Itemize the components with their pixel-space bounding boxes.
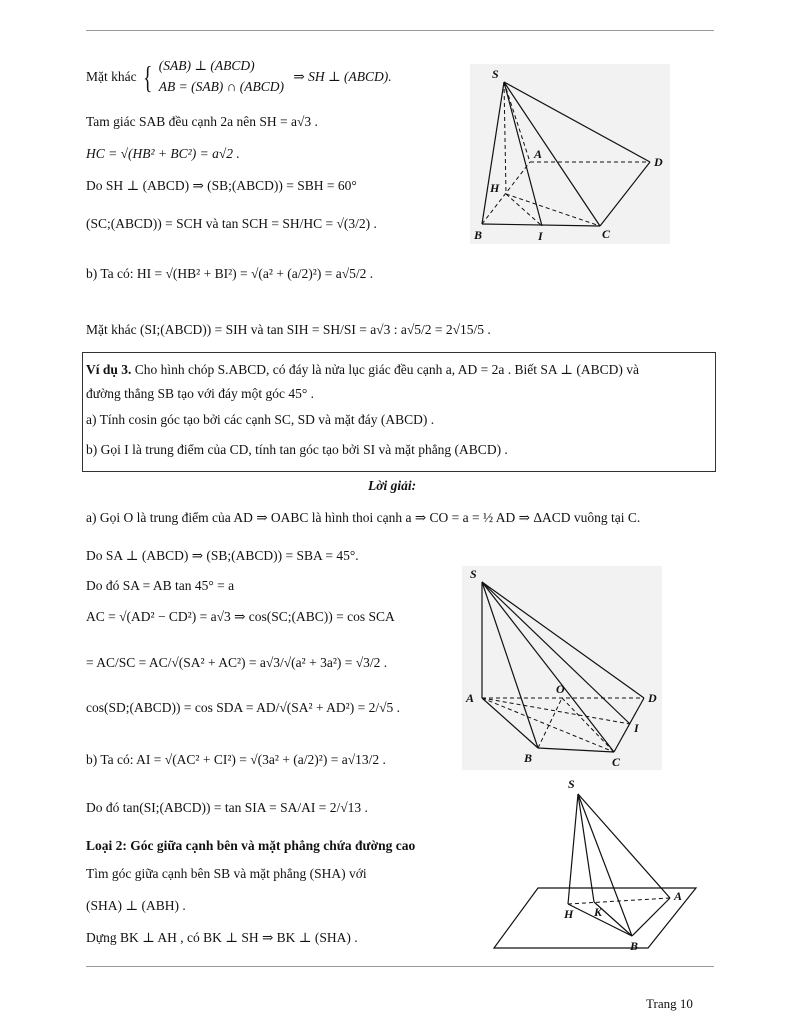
page-number: Trang 10 <box>646 996 693 1011</box>
example-line-1 <box>86 362 639 378</box>
solution-line-4: AC = √(AD² − CD²) = a√3 ⇒ cos(SC;(ABC)) = cos SCA <box>86 609 395 624</box>
solution-line-6: cos(SD;(ABCD)) = cos SDA = AD/√(SA² + AD²) = 2/√5 . <box>86 700 401 715</box>
label-S: S <box>568 777 575 791</box>
label-D: D <box>654 155 663 169</box>
line-6: b) Ta có: HI = √(HB² + BI²) = √(a² + (a/2)²) = a√5/2 . <box>86 266 374 281</box>
line-2: Tam giác SAB đều cạnh 2a nên SH = a√3 . <box>86 114 318 129</box>
line-prefix: Mặt khác <box>86 68 137 84</box>
bottom-rule <box>86 966 714 967</box>
system-rows <box>159 56 284 98</box>
top-rule <box>86 30 714 31</box>
system-row-1: (SAB) ⊥ (ABCD) <box>158 58 255 73</box>
line-5: (SC;(ABCD)) = SCH và tan SCH = SH/HC = √(3/2) . <box>86 216 377 231</box>
solution-line-8: Do đó tan(SI;(ABCD)) = tan SIA = SA/AI = 2/√13 . <box>86 800 368 815</box>
section-line-1: Tìm góc giữa cạnh bên SB và mặt phẳng (SHA) với <box>86 866 367 881</box>
label-S: S <box>492 67 499 81</box>
label-H: H <box>564 907 574 921</box>
line-3: HC = √(HB² + BC²) = a√2 . <box>86 146 240 161</box>
label-D: D <box>648 691 657 705</box>
example-question-a: a) Tính cosin góc tạo bởi các cạnh SC, SD và mặt đáy (ABCD) . <box>86 412 435 427</box>
label-O: O <box>556 682 565 696</box>
section-heading: Loại 2: Góc giữa cạnh bên và mặt phẳng chứa đường cao <box>86 838 416 853</box>
label-I: I <box>538 229 543 243</box>
example-question-b: b) Gọi I là trung điểm của CD, tính tan góc tạo bởi SI và mặt phẳng (ABCD) . <box>86 442 508 457</box>
label-H: H <box>490 181 500 195</box>
solution-line-2: Do SA ⊥ (ABCD) ⇒ (SB;(ABCD)) = SBA = 45°. <box>86 548 359 563</box>
figure-plane-3 <box>490 776 704 952</box>
section-line-3: Dựng BK ⊥ AH , có BK ⊥ SH ⇒ BK ⊥ (SHA) . <box>86 930 358 945</box>
line-7: Mặt khác (SI;(ABCD)) = SIH và tan SIH = SH/SI = a√3 : a√5/2 = 2√15/5 . <box>86 322 491 337</box>
label-A: A <box>674 889 683 903</box>
label-A: A <box>466 691 475 705</box>
brace-glyph: { <box>143 58 153 95</box>
solution-line-5: = AC/SC = AC/√(SA² + AC²) = a√3/√(a² + 3a²) = √3/2 . <box>86 655 388 670</box>
label-K: K <box>594 905 603 919</box>
line-4: Do SH ⊥ (ABCD) ⇒ (SB;(ABCD)) = SBH = 60° <box>86 178 357 193</box>
solution-heading: Lời giải: <box>368 478 417 493</box>
system-row-2: AB = (SAB) ∩ (ABCD) <box>158 78 285 94</box>
label-S: S <box>470 567 477 581</box>
label-B: B <box>630 939 639 952</box>
example-title: Ví dụ 3. <box>86 362 132 377</box>
line-system <box>86 56 392 98</box>
example-line-2: đường thẳng SB tạo với đáy một góc 45° . <box>86 386 314 401</box>
system-result: ⇒ SH ⊥ (ABCD). <box>293 68 392 84</box>
label-C: C <box>612 755 621 769</box>
figure-pyramid-1 <box>470 64 670 244</box>
solution-line-3: Do đó SA = AB tan 45° = a <box>86 578 235 593</box>
label-C: C <box>602 227 611 241</box>
solution-line-1: a) Gọi O là trung điểm của AD ⇒ OABC là hình thoi cạnh a ⇒ CO = a = ½ AD ⇒ ΔACD vuông tại C. <box>86 510 641 525</box>
label-B: B <box>474 228 483 242</box>
solution-line-7: b) Ta có: AI = √(AC² + CI²) = √(3a² + (a/2)²) = a√13/2 . <box>86 752 386 767</box>
label-I: I <box>634 721 639 735</box>
example-text-1: Cho hình chóp S.ABCD, có đáy là nửa lục giác đều cạnh a, AD = 2a . Biết SA ⊥ (ABCD) và <box>131 362 639 377</box>
label-B: B <box>524 751 533 765</box>
section-line-2: (SHA) ⊥ (ABH) . <box>86 898 186 913</box>
figure-pyramid-2 <box>462 566 662 770</box>
label-A: A <box>534 147 543 161</box>
